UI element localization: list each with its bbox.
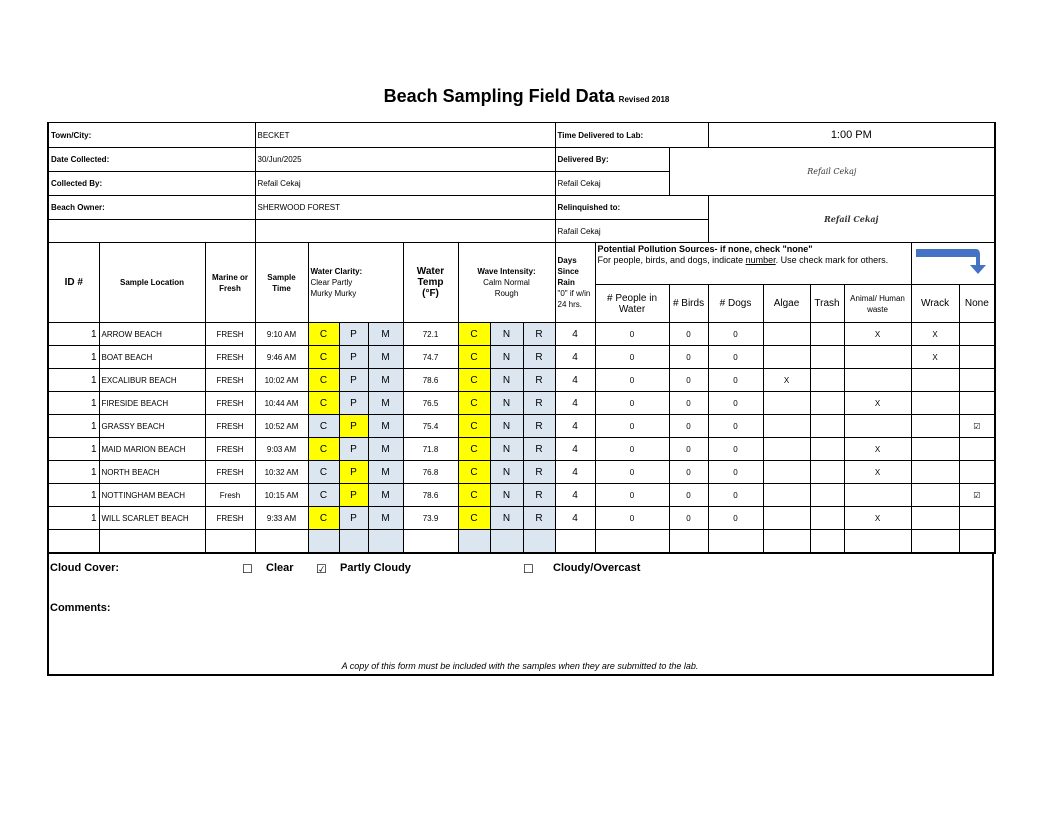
column-headers bbox=[48, 243, 995, 323]
row-dogs: 0 bbox=[708, 346, 763, 369]
row-animal[interactable] bbox=[844, 346, 911, 369]
row-animal[interactable]: X bbox=[844, 323, 911, 346]
row-id: 1 bbox=[48, 415, 99, 438]
row-dogs: 0 bbox=[708, 438, 763, 461]
clarity-clear-option[interactable]: C bbox=[308, 507, 339, 530]
row-none[interactable] bbox=[959, 438, 995, 461]
wave-rough-option[interactable]: R bbox=[523, 369, 555, 392]
row-algae[interactable] bbox=[763, 415, 810, 438]
cloud-partly-checkbox[interactable]: ☑ bbox=[316, 562, 327, 576]
row-dogs: 0 bbox=[708, 323, 763, 346]
row-animal[interactable]: X bbox=[844, 461, 911, 484]
row-birds: 0 bbox=[669, 415, 708, 438]
table-row bbox=[48, 461, 995, 484]
row-location: WILL SCARLET BEACH bbox=[99, 507, 205, 530]
form-title-block bbox=[0, 86, 1053, 107]
wave-rough-option[interactable]: R bbox=[523, 323, 555, 346]
wave-rough-option[interactable]: R bbox=[523, 484, 555, 507]
clarity-murky-option[interactable]: M bbox=[368, 507, 403, 530]
col-pollution bbox=[595, 243, 911, 285]
date-label: Date Collected: bbox=[48, 148, 255, 172]
row-trash[interactable] bbox=[810, 461, 844, 484]
row-wrack[interactable] bbox=[911, 369, 959, 392]
row-days: 4 bbox=[555, 438, 595, 461]
wave-calm-option[interactable]: C bbox=[458, 461, 490, 484]
cloud-partly-label: Partly Cloudy bbox=[340, 562, 411, 574]
arrow-down-right-icon bbox=[914, 247, 994, 277]
col-clarity bbox=[308, 243, 403, 323]
relinquished-signature: Refail Cekaj bbox=[708, 196, 995, 243]
clarity-clear-option[interactable]: C bbox=[308, 461, 339, 484]
col-days-title: Days Since Rain bbox=[557, 256, 579, 287]
row-none[interactable] bbox=[959, 323, 995, 346]
row-time: 10:15 AM bbox=[255, 484, 308, 507]
row-days: 4 bbox=[555, 507, 595, 530]
comments-label: Comments: bbox=[50, 602, 111, 614]
row-wrack[interactable] bbox=[911, 392, 959, 415]
row-birds: 0 bbox=[669, 346, 708, 369]
clarity-murky-option[interactable]: M bbox=[368, 369, 403, 392]
wave-normal-option[interactable]: N bbox=[490, 369, 523, 392]
row-people bbox=[595, 530, 669, 553]
row-type: Fresh bbox=[205, 484, 255, 507]
row-temp: 74.7 bbox=[403, 346, 458, 369]
footer-note: A copy of this form must be included with the samples when they are submitted to the lab. bbox=[341, 661, 699, 671]
wave-rough-option[interactable]: R bbox=[523, 461, 555, 484]
row-type: FRESH bbox=[205, 507, 255, 530]
clarity-clear-option[interactable]: C bbox=[308, 323, 339, 346]
row-location: NOTTINGHAM BEACH bbox=[99, 484, 205, 507]
row-location: MAID MARION BEACH bbox=[99, 438, 205, 461]
col-clarity-options: Clear Partly Murky Murky bbox=[310, 278, 357, 298]
col-id: ID # bbox=[48, 243, 99, 323]
row-location: EXCALIBUR BEACH bbox=[99, 369, 205, 392]
row-temp: 78.6 bbox=[403, 369, 458, 392]
clarity-partly-option[interactable] bbox=[339, 530, 368, 553]
clarity-partly-option[interactable]: P bbox=[339, 484, 368, 507]
row-wrack[interactable] bbox=[911, 530, 959, 553]
col-wave-options: Calm Normal Rough bbox=[483, 278, 530, 298]
row-animal[interactable] bbox=[844, 415, 911, 438]
row-trash[interactable] bbox=[810, 415, 844, 438]
col-wrack: Wrack bbox=[911, 285, 959, 323]
row-time: 9:46 AM bbox=[255, 346, 308, 369]
row-birds: 0 bbox=[669, 369, 708, 392]
col-location: Sample Location bbox=[99, 243, 205, 323]
row-none[interactable]: ☑ bbox=[959, 415, 995, 438]
clarity-partly-option[interactable]: P bbox=[339, 507, 368, 530]
wave-normal-option[interactable]: N bbox=[490, 484, 523, 507]
row-type bbox=[205, 530, 255, 553]
row-none[interactable] bbox=[959, 369, 995, 392]
row-wrack[interactable]: X bbox=[911, 346, 959, 369]
col-temp: Water Temp (°F) bbox=[403, 243, 458, 323]
row-trash[interactable] bbox=[810, 438, 844, 461]
clarity-murky-option[interactable]: M bbox=[368, 392, 403, 415]
row-wrack[interactable] bbox=[911, 484, 959, 507]
row-people: 0 bbox=[595, 392, 669, 415]
row-location: NORTH BEACH bbox=[99, 461, 205, 484]
row-type: FRESH bbox=[205, 323, 255, 346]
row-temp: 72.1 bbox=[403, 323, 458, 346]
row-wrack[interactable] bbox=[911, 507, 959, 530]
cloud-cover-label: Cloud Cover: bbox=[50, 562, 120, 574]
row-id: 1 bbox=[48, 438, 99, 461]
row-type: FRESH bbox=[205, 461, 255, 484]
row-birds: 0 bbox=[669, 392, 708, 415]
wave-calm-option[interactable]: C bbox=[458, 369, 490, 392]
collected-by-label: Collected By: bbox=[48, 172, 255, 196]
col-people: # People in Water bbox=[595, 285, 669, 323]
row-people: 0 bbox=[595, 323, 669, 346]
row-time: 10:52 AM bbox=[255, 415, 308, 438]
table-row bbox=[48, 438, 995, 461]
clarity-murky-option[interactable]: M bbox=[368, 461, 403, 484]
wave-calm-option[interactable]: C bbox=[458, 323, 490, 346]
wave-calm-option[interactable]: C bbox=[458, 346, 490, 369]
delivered-by-label: Delivered By: bbox=[555, 148, 669, 172]
row-people: 0 bbox=[595, 346, 669, 369]
row-type: FRESH bbox=[205, 346, 255, 369]
wave-normal-option[interactable]: N bbox=[490, 438, 523, 461]
row-people: 0 bbox=[595, 507, 669, 530]
row-temp: 76.5 bbox=[403, 392, 458, 415]
row-days: 4 bbox=[555, 484, 595, 507]
clarity-partly-option[interactable]: P bbox=[339, 369, 368, 392]
table-row bbox=[48, 369, 995, 392]
row-algae[interactable] bbox=[763, 484, 810, 507]
row-location: ARROW BEACH bbox=[99, 323, 205, 346]
row-people: 0 bbox=[595, 369, 669, 392]
clarity-murky-option[interactable]: M bbox=[368, 415, 403, 438]
wave-rough-option[interactable]: R bbox=[523, 507, 555, 530]
clarity-clear-option[interactable]: C bbox=[308, 392, 339, 415]
row-birds: 0 bbox=[669, 484, 708, 507]
table-row bbox=[48, 392, 995, 415]
row-temp: 73.9 bbox=[403, 507, 458, 530]
row-wrack[interactable] bbox=[911, 415, 959, 438]
row-temp: 78.6 bbox=[403, 484, 458, 507]
form-title: Beach Sampling Field Data bbox=[383, 86, 615, 106]
footer-box bbox=[47, 554, 994, 676]
row-dogs: 0 bbox=[708, 507, 763, 530]
wave-normal-option[interactable]: N bbox=[490, 507, 523, 530]
wave-normal-option[interactable]: N bbox=[490, 392, 523, 415]
field-data-table bbox=[47, 122, 996, 554]
clarity-clear-option[interactable]: C bbox=[308, 415, 339, 438]
clarity-partly-option[interactable]: P bbox=[339, 415, 368, 438]
relinquished-label: Relinquished to: bbox=[555, 196, 708, 220]
time-delivered-label: Time Delivered to Lab: bbox=[555, 123, 708, 148]
row-animal[interactable] bbox=[844, 369, 911, 392]
clarity-partly-option[interactable]: P bbox=[339, 461, 368, 484]
delivered-by-value[interactable]: Refail Cekaj bbox=[555, 172, 669, 196]
clarity-murky-option[interactable]: M bbox=[368, 346, 403, 369]
relinquished-value[interactable]: Rafail Cekaj bbox=[555, 220, 708, 243]
clarity-clear-option[interactable]: C bbox=[308, 369, 339, 392]
row-id: 1 bbox=[48, 507, 99, 530]
cloud-overcast-checkbox[interactable]: ☐ bbox=[523, 562, 534, 576]
wave-rough-option[interactable]: R bbox=[523, 392, 555, 415]
wave-calm-option[interactable] bbox=[458, 530, 490, 553]
row-time: 9:03 AM bbox=[255, 438, 308, 461]
clarity-clear-option[interactable]: C bbox=[308, 438, 339, 461]
wave-calm-option[interactable]: C bbox=[458, 484, 490, 507]
row-none[interactable] bbox=[959, 346, 995, 369]
table-row bbox=[48, 507, 995, 530]
clarity-partly-option[interactable]: P bbox=[339, 392, 368, 415]
table-row bbox=[48, 484, 995, 507]
col-days bbox=[555, 243, 595, 323]
row-location: GRASSY BEACH bbox=[99, 415, 205, 438]
row-temp: 75.4 bbox=[403, 415, 458, 438]
clarity-murky-option[interactable] bbox=[368, 530, 403, 553]
data-rows bbox=[48, 323, 995, 553]
row-none[interactable]: ☑ bbox=[959, 484, 995, 507]
row-animal[interactable]: X bbox=[844, 392, 911, 415]
wave-normal-option[interactable]: N bbox=[490, 346, 523, 369]
collected-by-value[interactable]: Refail Cekaj bbox=[255, 172, 555, 196]
revised-label: Revised 2018 bbox=[618, 95, 670, 104]
row-none[interactable] bbox=[959, 392, 995, 415]
clarity-partly-option[interactable]: P bbox=[339, 346, 368, 369]
blank-value-cell bbox=[255, 220, 555, 243]
row-time bbox=[255, 530, 308, 553]
row-time: 10:44 AM bbox=[255, 392, 308, 415]
col-birds: # Birds bbox=[669, 285, 708, 323]
row-dogs: 0 bbox=[708, 415, 763, 438]
row-wrack[interactable] bbox=[911, 461, 959, 484]
col-dogs: # Dogs bbox=[708, 285, 763, 323]
row-days: 4 bbox=[555, 392, 595, 415]
row-animal[interactable]: X bbox=[844, 438, 911, 461]
wave-normal-option[interactable]: N bbox=[490, 415, 523, 438]
row-algae[interactable] bbox=[763, 438, 810, 461]
row-temp: 71.8 bbox=[403, 438, 458, 461]
blank-row bbox=[48, 530, 995, 553]
clarity-partly-option[interactable]: P bbox=[339, 438, 368, 461]
row-people: 0 bbox=[595, 484, 669, 507]
row-type: FRESH bbox=[205, 369, 255, 392]
beach-owner-value[interactable]: SHERWOOD FOREST bbox=[255, 196, 555, 220]
col-wave bbox=[458, 243, 555, 323]
row-animal[interactable] bbox=[844, 530, 911, 553]
wave-calm-option[interactable]: C bbox=[458, 438, 490, 461]
header-section bbox=[48, 123, 995, 243]
row-type: FRESH bbox=[205, 415, 255, 438]
cloud-clear-label: Clear bbox=[266, 562, 294, 574]
pollution-note-pre: For people, birds, and dogs, indicate bbox=[597, 255, 746, 265]
pollution-note-post: . Use check mark for others. bbox=[775, 255, 889, 265]
row-none[interactable] bbox=[959, 530, 995, 553]
row-days bbox=[555, 530, 595, 553]
col-pollution-note bbox=[598, 255, 909, 266]
cloud-overcast-label: Cloudy/Overcast bbox=[553, 562, 641, 574]
col-wave-title: Wave Intensity: bbox=[477, 267, 536, 276]
row-dogs: 0 bbox=[708, 369, 763, 392]
row-id bbox=[48, 530, 99, 553]
row-days: 4 bbox=[555, 346, 595, 369]
col-trash: Trash bbox=[810, 285, 844, 323]
delivered-signature: Refail Cekaj bbox=[669, 148, 995, 196]
row-time: 9:10 AM bbox=[255, 323, 308, 346]
row-days: 4 bbox=[555, 369, 595, 392]
row-temp: 76.8 bbox=[403, 461, 458, 484]
row-trash[interactable] bbox=[810, 484, 844, 507]
wave-normal-option[interactable]: N bbox=[490, 461, 523, 484]
row-id: 1 bbox=[48, 461, 99, 484]
row-algae[interactable] bbox=[763, 346, 810, 369]
clarity-clear-option[interactable]: C bbox=[308, 484, 339, 507]
row-time: 9:33 AM bbox=[255, 507, 308, 530]
row-dogs: 0 bbox=[708, 392, 763, 415]
row-time: 10:02 AM bbox=[255, 369, 308, 392]
arrow-cell bbox=[911, 243, 995, 285]
clarity-clear-option[interactable] bbox=[308, 530, 339, 553]
row-birds: 0 bbox=[669, 438, 708, 461]
wave-rough-option[interactable]: R bbox=[523, 415, 555, 438]
row-trash[interactable] bbox=[810, 392, 844, 415]
row-dogs: 0 bbox=[708, 461, 763, 484]
cloud-clear-checkbox[interactable]: ☐ bbox=[242, 562, 253, 576]
row-trash[interactable] bbox=[810, 507, 844, 530]
row-type: FRESH bbox=[205, 438, 255, 461]
table-row bbox=[48, 415, 995, 438]
row-id: 1 bbox=[48, 392, 99, 415]
clarity-clear-option[interactable]: C bbox=[308, 346, 339, 369]
row-id: 1 bbox=[48, 323, 99, 346]
row-algae[interactable] bbox=[763, 507, 810, 530]
row-algae[interactable]: X bbox=[763, 369, 810, 392]
row-trash[interactable] bbox=[810, 369, 844, 392]
town-label: Town/City: bbox=[48, 123, 255, 148]
row-type: FRESH bbox=[205, 392, 255, 415]
clarity-murky-option[interactable]: M bbox=[368, 438, 403, 461]
row-none[interactable] bbox=[959, 507, 995, 530]
row-trash[interactable] bbox=[810, 530, 844, 553]
col-clarity-title: Water Clarity: bbox=[310, 267, 363, 276]
col-algae: Algae bbox=[763, 285, 810, 323]
row-dogs: 0 bbox=[708, 484, 763, 507]
row-trash[interactable] bbox=[810, 323, 844, 346]
time-delivered-value[interactable]: 1:00 PM bbox=[708, 123, 995, 148]
wave-normal-option[interactable]: N bbox=[490, 323, 523, 346]
wave-rough-option[interactable]: R bbox=[523, 346, 555, 369]
row-birds: 0 bbox=[669, 323, 708, 346]
town-value[interactable]: BECKET bbox=[255, 123, 555, 148]
row-people: 0 bbox=[595, 438, 669, 461]
row-days: 4 bbox=[555, 461, 595, 484]
clarity-murky-option[interactable]: M bbox=[368, 484, 403, 507]
wave-calm-option[interactable]: C bbox=[458, 507, 490, 530]
row-wrack[interactable] bbox=[911, 438, 959, 461]
clarity-partly-option[interactable]: P bbox=[339, 323, 368, 346]
col-days-note: "0" if w/in 24 hrs. bbox=[557, 289, 591, 309]
table-row bbox=[48, 346, 995, 369]
row-days: 4 bbox=[555, 415, 595, 438]
wave-rough-option[interactable]: R bbox=[523, 438, 555, 461]
row-birds: 0 bbox=[669, 507, 708, 530]
wave-calm-option[interactable]: C bbox=[458, 392, 490, 415]
row-location: BOAT BEACH bbox=[99, 346, 205, 369]
pollution-note-number: number bbox=[745, 255, 776, 265]
row-animal[interactable] bbox=[844, 484, 911, 507]
row-id: 1 bbox=[48, 484, 99, 507]
row-id: 1 bbox=[48, 369, 99, 392]
col-none: None bbox=[959, 285, 995, 323]
col-time: Sample Time bbox=[255, 243, 308, 323]
date-value[interactable]: 30/Jun/2025 bbox=[255, 148, 555, 172]
row-wrack[interactable]: X bbox=[911, 323, 959, 346]
col-pollution-title: Potential Pollution Sources- if none, check "none" bbox=[597, 244, 813, 254]
row-temp bbox=[403, 530, 458, 553]
row-location bbox=[99, 530, 205, 553]
row-days: 4 bbox=[555, 323, 595, 346]
row-algae[interactable] bbox=[763, 530, 810, 553]
row-algae[interactable] bbox=[763, 323, 810, 346]
row-dogs bbox=[708, 530, 763, 553]
wave-normal-option[interactable] bbox=[490, 530, 523, 553]
row-animal[interactable]: X bbox=[844, 507, 911, 530]
row-id: 1 bbox=[48, 346, 99, 369]
row-birds: 0 bbox=[669, 461, 708, 484]
row-location: FIRESIDE BEACH bbox=[99, 392, 205, 415]
beach-owner-label: Beach Owner: bbox=[48, 196, 255, 220]
col-animal: Animal/ Human waste bbox=[844, 285, 911, 323]
blank-label-cell bbox=[48, 220, 255, 243]
row-algae[interactable] bbox=[763, 461, 810, 484]
wave-rough-option[interactable] bbox=[523, 530, 555, 553]
row-algae[interactable] bbox=[763, 392, 810, 415]
row-people: 0 bbox=[595, 461, 669, 484]
wave-calm-option[interactable]: C bbox=[458, 415, 490, 438]
clarity-murky-option[interactable]: M bbox=[368, 323, 403, 346]
col-marine: Marine or Fresh bbox=[205, 243, 255, 323]
row-none[interactable] bbox=[959, 461, 995, 484]
row-trash[interactable] bbox=[810, 346, 844, 369]
row-birds bbox=[669, 530, 708, 553]
table-row bbox=[48, 323, 995, 346]
row-people: 0 bbox=[595, 415, 669, 438]
row-time: 10:32 AM bbox=[255, 461, 308, 484]
